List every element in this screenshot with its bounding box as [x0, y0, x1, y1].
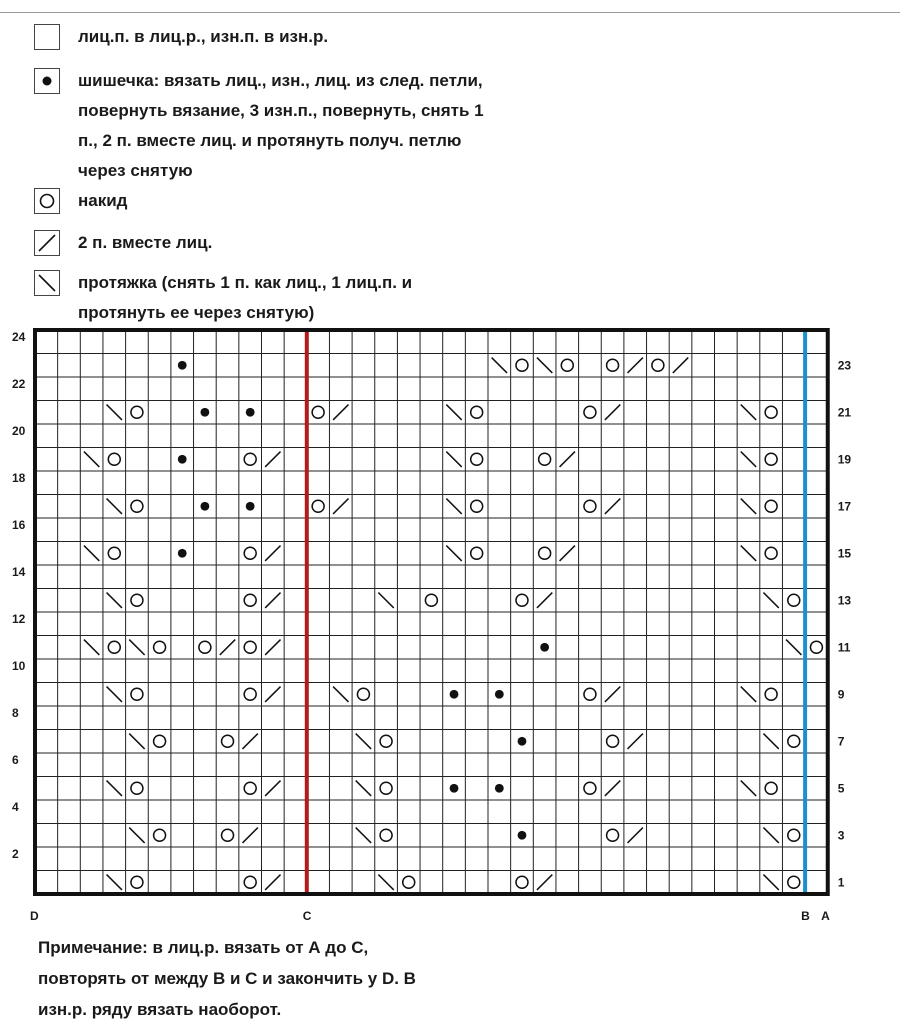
k2tog-mark — [628, 734, 643, 749]
row-label-left: 18 — [12, 471, 26, 485]
bobble-mark — [540, 643, 549, 652]
row-label-right: 3 — [837, 828, 845, 843]
yarn-over-mark — [607, 359, 619, 371]
k2tog-mark — [605, 499, 620, 514]
k2tog-mark — [242, 734, 257, 749]
ssk-mark — [84, 452, 99, 467]
row-label-right: 15 — [837, 546, 852, 561]
k2tog-mark — [605, 781, 620, 796]
yarn-over-mark — [154, 641, 166, 653]
yarn-over-mark — [584, 406, 596, 418]
row-label-right: 9 — [837, 687, 845, 702]
bobble-mark — [200, 408, 209, 417]
ssk-mark — [763, 875, 778, 890]
ssk-mark — [537, 358, 552, 373]
row-label-left: 24 — [12, 330, 26, 344]
legend-text-bobble: шишечка: вязать лиц., изн., лиц. из след. петли, повернуть вязание, 3 изн.п., повернуть, снять 1 п., 2 п. вместе лиц. и протянуть получ. петлю через снятую — [78, 71, 484, 180]
yarn-over-mark — [131, 782, 143, 794]
ssk-mark — [446, 405, 461, 420]
yarn-over-mark — [244, 453, 256, 465]
ssk-mark — [333, 687, 348, 702]
yarn-over-mark — [244, 547, 256, 559]
ssk-mark — [107, 405, 122, 420]
yarn-over-mark — [471, 500, 483, 512]
yarn-over-mark — [131, 594, 143, 606]
row-label-left: 4 — [12, 800, 19, 814]
ssk-mark — [107, 781, 122, 796]
bobble-mark — [178, 455, 187, 464]
yarn-over-mark — [584, 782, 596, 794]
yarn-over-mark — [765, 406, 777, 418]
k2tog-mark — [220, 640, 235, 655]
yarn-over-mark — [244, 688, 256, 700]
yarn-over-mark — [539, 453, 551, 465]
yarn-over-mark — [765, 500, 777, 512]
k2tog-mark — [265, 546, 280, 561]
ssk-mark — [356, 734, 371, 749]
k2tog-mark — [628, 828, 643, 843]
row-label-right: 19 — [837, 452, 852, 467]
yarn-over-mark — [516, 876, 528, 888]
row-label-left: 2 — [12, 847, 19, 861]
ssk-mark — [741, 452, 756, 467]
k2tog-mark — [265, 687, 280, 702]
row-label-left: 20 — [12, 424, 26, 438]
yarn-over-mark — [788, 876, 800, 888]
yarn-over-mark — [222, 829, 234, 841]
label-a: A — [821, 909, 830, 923]
bobble-mark — [178, 549, 187, 558]
chart-note: Примечание: в лиц.р. вязать от А до С, повторять от между В и С и закончить у D. В изн.р. ряду вязать наоборот. — [38, 938, 416, 1019]
yarn-over-mark — [108, 547, 120, 559]
row-label-right: 5 — [837, 781, 845, 796]
ssk-mark — [107, 875, 122, 890]
yarn-over-mark — [516, 359, 528, 371]
ssk-mark — [446, 452, 461, 467]
row-label-right: 21 — [837, 405, 852, 420]
yarn-over-mark — [244, 782, 256, 794]
row-label-right: 13 — [837, 593, 852, 608]
yarn-over-mark — [471, 406, 483, 418]
row-label-left: 14 — [12, 565, 26, 579]
k2tog-mark — [605, 405, 620, 420]
ssk-mark — [107, 593, 122, 608]
yarn-over-mark — [765, 547, 777, 559]
row-label-left: 22 — [12, 377, 26, 391]
ssk-mark — [378, 593, 393, 608]
yarn-over-mark — [380, 829, 392, 841]
ssk-mark — [107, 687, 122, 702]
yarn-over-mark — [471, 453, 483, 465]
bobble-mark — [246, 408, 255, 417]
yarn-over-mark — [380, 782, 392, 794]
ssk-mark — [84, 640, 99, 655]
yarn-over-mark — [810, 641, 822, 653]
yarn-over-mark — [765, 453, 777, 465]
yarn-over-mark — [788, 829, 800, 841]
ssk-mark — [129, 734, 144, 749]
bobble-mark — [495, 784, 504, 793]
label-d: D — [30, 909, 39, 923]
k2tog-mark — [265, 452, 280, 467]
bobble-mark — [246, 502, 255, 511]
yarn-over-mark — [131, 406, 143, 418]
yarn-over-mark — [539, 547, 551, 559]
yarn-over-mark — [788, 735, 800, 747]
yarn-over-mark — [131, 500, 143, 512]
yarn-over-mark — [312, 500, 324, 512]
legend-text-yarn-over: накид — [78, 191, 128, 210]
chart-symbols — [84, 358, 823, 890]
yarn-over-mark — [199, 641, 211, 653]
ssk-mark — [741, 781, 756, 796]
ssk-mark — [741, 499, 756, 514]
yarn-over-mark — [471, 547, 483, 559]
k2tog-mark — [265, 593, 280, 608]
ssk-mark — [107, 499, 122, 514]
yarn-over-mark — [108, 641, 120, 653]
bobble-mark — [450, 784, 459, 793]
k2tog-mark — [673, 358, 688, 373]
row-label-left: 6 — [12, 753, 19, 767]
row-label-right: 7 — [837, 734, 845, 749]
yarn-over-mark — [222, 735, 234, 747]
yarn-over-mark — [607, 829, 619, 841]
ssk-mark — [446, 546, 461, 561]
legend-text-k2tog: 2 п. вместе лиц. — [78, 233, 213, 252]
ssk-mark — [763, 734, 778, 749]
chart-labels — [12, 330, 851, 923]
yarn-over-mark — [584, 688, 596, 700]
yarn-over-mark — [788, 594, 800, 606]
ssk-mark — [378, 875, 393, 890]
ssk-mark — [786, 640, 801, 655]
legend-text-ssk: протяжка (снять 1 п. как лиц., 1 лиц.п. и протянуть ее через снятую) — [78, 273, 413, 322]
row-label-right: 17 — [837, 499, 852, 514]
k2tog-mark — [265, 875, 280, 890]
k2tog-mark — [560, 546, 575, 561]
yarn-over-mark — [312, 406, 324, 418]
yarn-over-mark — [561, 359, 573, 371]
ssk-mark — [84, 546, 99, 561]
chart-grid — [35, 330, 828, 894]
bobble-mark — [178, 361, 187, 370]
k2tog-mark — [333, 405, 348, 420]
k2tog-mark — [628, 358, 643, 373]
bobble-mark — [518, 831, 527, 840]
label-c: C — [302, 909, 312, 923]
k2tog-mark — [265, 781, 280, 796]
ssk-mark — [741, 546, 756, 561]
row-label-left: 10 — [12, 659, 26, 673]
bobble-mark — [495, 690, 504, 699]
ssk-mark — [446, 499, 461, 514]
yarn-over-mark — [652, 359, 664, 371]
yarn-over-mark — [244, 594, 256, 606]
yarn-over-mark — [516, 594, 528, 606]
yarn-over-mark — [244, 641, 256, 653]
row-label-right: 11 — [837, 640, 851, 655]
ssk-mark — [356, 781, 371, 796]
yarn-over-mark — [584, 500, 596, 512]
yarn-over-mark — [380, 735, 392, 747]
ssk-mark — [492, 358, 507, 373]
ssk-mark — [129, 640, 144, 655]
k2tog-mark — [333, 499, 348, 514]
ssk-mark — [763, 593, 778, 608]
bobble-mark — [200, 502, 209, 511]
ssk-mark — [129, 828, 144, 843]
yarn-over-mark — [607, 735, 619, 747]
k2tog-mark — [537, 875, 552, 890]
yarn-over-mark — [154, 829, 166, 841]
label-b: B — [801, 909, 810, 923]
ssk-mark — [741, 405, 756, 420]
row-label-right: 23 — [837, 358, 852, 373]
yarn-over-mark — [131, 876, 143, 888]
yarn-over-mark — [403, 876, 415, 888]
bobble-mark — [450, 690, 459, 699]
yarn-over-mark — [244, 876, 256, 888]
yarn-over-mark — [425, 594, 437, 606]
yarn-over-mark — [154, 735, 166, 747]
k2tog-mark — [560, 452, 575, 467]
yarn-over-mark — [765, 688, 777, 700]
ssk-mark — [741, 687, 756, 702]
yarn-over-mark — [108, 453, 120, 465]
bobble-mark — [518, 737, 527, 746]
k2tog-mark — [605, 687, 620, 702]
row-label-right: 1 — [837, 875, 845, 890]
yarn-over-mark — [765, 782, 777, 794]
row-label-left: 12 — [12, 612, 26, 626]
legend-text-knit: лиц.п. в лиц.р., изн.п. в изн.р. — [78, 27, 329, 46]
row-label-left: 8 — [12, 706, 19, 720]
k2tog-mark — [242, 828, 257, 843]
k2tog-mark — [265, 640, 280, 655]
ssk-mark — [763, 828, 778, 843]
yarn-over-mark — [357, 688, 369, 700]
k2tog-mark — [537, 593, 552, 608]
row-label-left: 16 — [12, 518, 26, 532]
yarn-over-mark — [131, 688, 143, 700]
ssk-mark — [356, 828, 371, 843]
